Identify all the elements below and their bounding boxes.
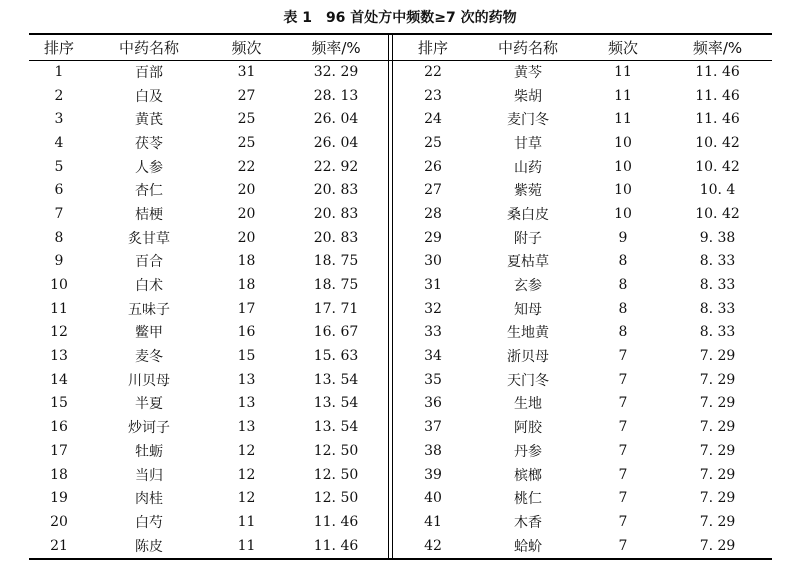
table-row bbox=[29, 439, 388, 463]
cell-herb-name: 木香 bbox=[514, 514, 542, 531]
table-row bbox=[29, 486, 388, 510]
table-caption: 表 1 96 首处方中频数≥7 次的药物 bbox=[283, 10, 517, 26]
table-row bbox=[393, 534, 772, 558]
header-row bbox=[29, 35, 388, 60]
cell-frequency: 7 bbox=[618, 395, 628, 412]
cell-rank: 35 bbox=[424, 371, 442, 388]
cell-frequency: 12 bbox=[237, 466, 256, 483]
table-row bbox=[29, 392, 388, 416]
cell-rate: 12. 50 bbox=[313, 490, 359, 507]
cell-frequency: 7 bbox=[618, 348, 628, 365]
cell-frequency: 10 bbox=[614, 205, 632, 222]
cell-frequency: 8 bbox=[618, 300, 628, 317]
cell-herb-name: 甘草 bbox=[514, 135, 542, 152]
cell-frequency: 20 bbox=[237, 205, 256, 222]
cell-rank: 18 bbox=[50, 466, 68, 483]
cell-herb-name: 麦门冬 bbox=[507, 112, 549, 129]
herb-table-left bbox=[29, 35, 388, 557]
cell-frequency: 7 bbox=[618, 537, 628, 554]
cell-rank: 25 bbox=[424, 134, 442, 151]
cell-rate: 7. 29 bbox=[699, 419, 736, 436]
cell-herb-name: 桃仁 bbox=[514, 491, 542, 508]
cell-rate: 7. 29 bbox=[699, 442, 736, 459]
cell-rate: 20. 83 bbox=[313, 205, 359, 222]
cell-rank: 30 bbox=[424, 253, 442, 270]
header-frequency: 频次 bbox=[231, 39, 262, 57]
cell-frequency: 7 bbox=[618, 466, 628, 483]
cell-rank: 32 bbox=[424, 300, 442, 317]
cell-rate: 12. 50 bbox=[313, 466, 359, 483]
header-herb-name: 中药名称 bbox=[497, 39, 558, 57]
header-rate: 频率/% bbox=[311, 39, 361, 57]
cell-frequency: 27 bbox=[237, 87, 256, 104]
cell-rank: 22 bbox=[424, 63, 442, 80]
table-row bbox=[393, 84, 772, 108]
cell-herb-name: 川贝母 bbox=[128, 372, 170, 389]
table-row bbox=[29, 226, 388, 250]
table-row bbox=[393, 107, 772, 131]
table-row bbox=[29, 131, 388, 155]
cell-rate: 7. 29 bbox=[699, 537, 736, 554]
cell-frequency: 18 bbox=[237, 277, 256, 294]
cell-herb-name: 黄芩 bbox=[514, 64, 542, 81]
cell-rank: 36 bbox=[424, 395, 442, 412]
cell-rate: 8. 33 bbox=[699, 324, 736, 341]
cell-herb-name: 杏仁 bbox=[135, 183, 163, 200]
cell-frequency: 10 bbox=[614, 158, 632, 175]
cell-rate: 7. 29 bbox=[699, 395, 736, 412]
table-row bbox=[393, 463, 772, 487]
cell-rate: 7. 29 bbox=[699, 490, 736, 507]
cell-frequency: 11 bbox=[614, 111, 632, 128]
cell-herb-name: 丹参 bbox=[514, 443, 542, 460]
cell-rate: 22. 92 bbox=[313, 158, 359, 175]
table-row bbox=[393, 178, 772, 202]
center-divider-left bbox=[388, 35, 389, 558]
cell-rank: 31 bbox=[424, 277, 442, 294]
cell-rate: 12. 50 bbox=[313, 442, 359, 459]
cell-herb-name: 鳖甲 bbox=[135, 325, 163, 342]
cell-herb-name: 生地黄 bbox=[507, 325, 549, 342]
cell-herb-name: 阿胶 bbox=[514, 420, 542, 437]
cell-herb-name: 陈皮 bbox=[135, 538, 163, 555]
cell-rank: 24 bbox=[424, 111, 442, 128]
header-rank: 排序 bbox=[417, 39, 448, 57]
cell-rank: 14 bbox=[50, 371, 68, 388]
cell-rate: 16. 67 bbox=[313, 324, 359, 341]
cell-herb-name: 百部 bbox=[135, 64, 163, 81]
cell-rate: 13. 54 bbox=[313, 419, 359, 436]
cell-frequency: 22 bbox=[237, 158, 256, 175]
header-rank: 排序 bbox=[43, 39, 74, 57]
cell-rank: 12 bbox=[50, 324, 68, 341]
cell-herb-name: 白术 bbox=[135, 278, 163, 295]
cell-frequency: 31 bbox=[237, 63, 256, 80]
table-row bbox=[29, 155, 388, 179]
cell-herb-name: 半夏 bbox=[135, 396, 163, 413]
table-row bbox=[393, 510, 772, 534]
cell-rate: 20. 83 bbox=[313, 229, 359, 246]
cell-frequency: 11 bbox=[614, 87, 632, 104]
cell-frequency: 10 bbox=[614, 134, 632, 151]
cell-rank: 29 bbox=[424, 229, 442, 246]
cell-herb-name: 夏枯草 bbox=[507, 254, 549, 271]
table-body-left bbox=[29, 60, 388, 557]
cell-rank: 3 bbox=[54, 111, 64, 128]
table-row bbox=[29, 415, 388, 439]
cell-herb-name: 桔梗 bbox=[135, 206, 163, 223]
table-row bbox=[393, 155, 772, 179]
cell-rank: 11 bbox=[50, 300, 68, 317]
cell-rank: 23 bbox=[424, 87, 442, 104]
table-row bbox=[29, 368, 388, 392]
cell-rate: 11. 46 bbox=[313, 513, 359, 530]
cell-rate: 13. 54 bbox=[313, 395, 359, 412]
cell-herb-name: 紫菀 bbox=[514, 183, 542, 200]
bottom-rule bbox=[29, 558, 772, 560]
table-row bbox=[29, 84, 388, 108]
header-rate: 频率/% bbox=[692, 39, 743, 57]
header-herb-name: 中药名称 bbox=[118, 39, 179, 57]
cell-rate: 17. 71 bbox=[313, 300, 359, 317]
cell-rate: 11. 46 bbox=[313, 537, 359, 554]
cell-frequency: 20 bbox=[237, 182, 256, 199]
table-row bbox=[29, 297, 388, 321]
cell-frequency: 17 bbox=[237, 300, 256, 317]
cell-rank: 40 bbox=[424, 490, 442, 507]
table-row bbox=[29, 534, 388, 558]
cell-rate: 7. 29 bbox=[699, 466, 736, 483]
table-row bbox=[393, 131, 772, 155]
cell-rate: 10. 42 bbox=[695, 158, 740, 175]
cell-rank: 9 bbox=[54, 253, 64, 270]
cell-rate: 10. 4 bbox=[699, 182, 736, 199]
cell-herb-name: 天门冬 bbox=[507, 372, 549, 389]
table-row bbox=[393, 250, 772, 274]
cell-frequency: 25 bbox=[237, 111, 256, 128]
table-row bbox=[393, 202, 772, 226]
cell-rank: 4 bbox=[54, 134, 64, 151]
table-row bbox=[29, 463, 388, 487]
cell-frequency: 8 bbox=[618, 324, 628, 341]
cell-rank: 10 bbox=[50, 277, 68, 294]
cell-rank: 2 bbox=[54, 87, 64, 104]
cell-frequency: 11 bbox=[237, 513, 256, 530]
cell-frequency: 7 bbox=[618, 490, 628, 507]
cell-rate: 11. 46 bbox=[695, 111, 740, 128]
cell-frequency: 13 bbox=[237, 419, 256, 436]
cell-rank: 27 bbox=[424, 182, 442, 199]
cell-rank: 38 bbox=[424, 442, 442, 459]
cell-frequency: 13 bbox=[237, 371, 256, 388]
table-body-right bbox=[393, 60, 772, 557]
cell-rank: 34 bbox=[424, 348, 442, 365]
cell-herb-name: 浙贝母 bbox=[507, 349, 549, 366]
cell-rank: 37 bbox=[424, 419, 442, 436]
cell-frequency: 7 bbox=[618, 513, 628, 530]
cell-frequency: 11 bbox=[237, 537, 256, 554]
cell-rate: 20. 83 bbox=[313, 182, 359, 199]
cell-herb-name: 炙甘草 bbox=[128, 230, 170, 247]
cell-herb-name: 蛤蚧 bbox=[514, 538, 542, 555]
cell-rate: 15. 63 bbox=[313, 348, 359, 365]
cell-rate: 18. 75 bbox=[313, 277, 359, 294]
cell-rank: 33 bbox=[424, 324, 442, 341]
cell-rank: 17 bbox=[50, 442, 68, 459]
table-row bbox=[29, 321, 388, 345]
table-row bbox=[393, 273, 772, 297]
cell-herb-name: 炒诃子 bbox=[128, 420, 170, 437]
cell-rate: 8. 33 bbox=[699, 277, 736, 294]
table-row bbox=[29, 344, 388, 368]
cell-herb-name: 牡蛎 bbox=[135, 443, 163, 460]
herb-table-right bbox=[393, 35, 772, 557]
header-row bbox=[393, 35, 772, 60]
cell-rank: 15 bbox=[50, 395, 68, 412]
table-row bbox=[393, 226, 772, 250]
cell-herb-name: 槟榔 bbox=[514, 467, 542, 484]
cell-rank: 26 bbox=[424, 158, 442, 175]
cell-herb-name: 人参 bbox=[135, 159, 163, 176]
table-row bbox=[29, 510, 388, 534]
cell-frequency: 9 bbox=[618, 229, 628, 246]
cell-rate: 8. 33 bbox=[699, 253, 736, 270]
cell-herb-name: 茯苓 bbox=[135, 135, 163, 152]
table-row bbox=[393, 486, 772, 510]
table-row bbox=[393, 321, 772, 345]
cell-rank: 19 bbox=[50, 490, 68, 507]
cell-herb-name: 白及 bbox=[135, 88, 163, 105]
table-row bbox=[393, 415, 772, 439]
cell-rate: 26. 04 bbox=[313, 134, 359, 151]
cell-frequency: 11 bbox=[614, 63, 632, 80]
table-row bbox=[29, 107, 388, 131]
cell-rate: 10. 42 bbox=[695, 205, 740, 222]
cell-frequency: 13 bbox=[237, 395, 256, 412]
cell-rank: 13 bbox=[50, 348, 68, 365]
cell-herb-name: 肉桂 bbox=[135, 491, 163, 508]
cell-herb-name: 玄参 bbox=[514, 278, 542, 295]
cell-frequency: 7 bbox=[618, 419, 628, 436]
cell-herb-name: 麦冬 bbox=[135, 349, 163, 366]
cell-herb-name: 五味子 bbox=[128, 301, 170, 318]
cell-frequency: 16 bbox=[237, 324, 256, 341]
cell-frequency: 20 bbox=[237, 229, 256, 246]
cell-frequency: 15 bbox=[237, 348, 256, 365]
table-row bbox=[393, 392, 772, 416]
cell-rate: 26. 04 bbox=[313, 111, 359, 128]
cell-herb-name: 白芍 bbox=[135, 514, 163, 531]
cell-rate: 7. 29 bbox=[699, 348, 736, 365]
cell-frequency: 7 bbox=[618, 371, 628, 388]
cell-rank: 39 bbox=[424, 466, 442, 483]
cell-frequency: 18 bbox=[237, 253, 256, 270]
cell-frequency: 25 bbox=[237, 134, 256, 151]
table-row bbox=[29, 60, 388, 84]
cell-rank: 1 bbox=[54, 63, 64, 80]
cell-herb-name: 知母 bbox=[514, 301, 542, 318]
cell-rank: 21 bbox=[50, 537, 68, 554]
cell-rate: 13. 54 bbox=[313, 371, 359, 388]
cell-rate: 32. 29 bbox=[313, 63, 359, 80]
cell-frequency: 12 bbox=[237, 442, 256, 459]
cell-rank: 42 bbox=[424, 537, 442, 554]
table-row bbox=[393, 60, 772, 84]
cell-herb-name: 附子 bbox=[514, 230, 542, 247]
cell-herb-name: 柴胡 bbox=[514, 88, 542, 105]
cell-rate: 10. 42 bbox=[695, 134, 740, 151]
cell-rank: 16 bbox=[50, 419, 68, 436]
table-row bbox=[393, 439, 772, 463]
cell-frequency: 7 bbox=[618, 442, 628, 459]
cell-frequency: 8 bbox=[618, 277, 628, 294]
cell-herb-name: 百合 bbox=[135, 254, 163, 271]
cell-rank: 5 bbox=[54, 158, 64, 175]
table-row bbox=[393, 344, 772, 368]
cell-rate: 7. 29 bbox=[699, 371, 736, 388]
table-row bbox=[29, 178, 388, 202]
table-row bbox=[29, 202, 388, 226]
cell-rank: 8 bbox=[54, 229, 64, 246]
cell-herb-name: 黄芪 bbox=[135, 112, 163, 129]
cell-rate: 11. 46 bbox=[695, 87, 740, 104]
cell-rate: 28. 13 bbox=[313, 87, 359, 104]
cell-rank: 7 bbox=[54, 205, 64, 222]
cell-frequency: 10 bbox=[614, 182, 632, 199]
cell-rate: 7. 29 bbox=[699, 513, 736, 530]
table-row bbox=[393, 297, 772, 321]
table-row bbox=[29, 273, 388, 297]
cell-rank: 6 bbox=[54, 182, 64, 199]
header-frequency: 频次 bbox=[607, 39, 638, 57]
cell-frequency: 12 bbox=[237, 490, 256, 507]
cell-rank: 28 bbox=[424, 205, 442, 222]
cell-rate: 11. 46 bbox=[695, 63, 740, 80]
cell-herb-name: 生地 bbox=[514, 396, 542, 413]
cell-rank: 41 bbox=[424, 513, 442, 530]
cell-rate: 8. 33 bbox=[699, 300, 736, 317]
cell-herb-name: 桑白皮 bbox=[507, 206, 549, 223]
cell-rate: 9. 38 bbox=[699, 229, 736, 246]
table-row bbox=[393, 368, 772, 392]
cell-herb-name: 山药 bbox=[514, 159, 542, 176]
cell-frequency: 8 bbox=[618, 253, 628, 270]
cell-rate: 18. 75 bbox=[313, 253, 359, 270]
cell-herb-name: 当归 bbox=[135, 467, 163, 484]
table-row bbox=[29, 250, 388, 274]
cell-rank: 20 bbox=[50, 513, 68, 530]
